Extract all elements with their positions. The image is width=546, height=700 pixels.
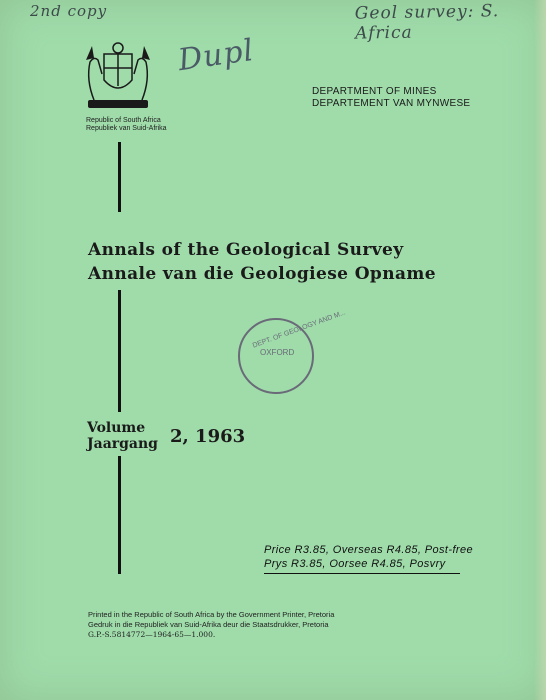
department-english: DEPARTMENT OF MINES	[312, 86, 437, 97]
price-underline	[264, 573, 460, 574]
stamp-center-text: OXFORD	[260, 348, 295, 357]
price-afrikaans: Prys R3.85, Oorsee R4.85, Posvry	[264, 558, 446, 570]
volume-label-english: Volume	[87, 420, 146, 436]
handwritten-note-catalog: Geol survey: S. Africa	[354, 1, 500, 44]
coat-of-arms-icon	[72, 40, 164, 112]
imprint-afrikaans: Gedruk in die Republiek van Suid-Afrika deur die Staatsdrukker, Pretoria	[88, 620, 329, 629]
crest-caption-english: Republic of South Africa	[86, 117, 161, 124]
vertical-rule	[118, 456, 121, 574]
department-afrikaans: DEPARTEMENT VAN MYNWESE	[312, 98, 471, 109]
price-english: Price R3.85, Overseas R4.85, Post-free	[264, 544, 474, 556]
imprint-english: Printed in the Republic of South Africa by the Government Printer, Pretoria	[88, 610, 335, 619]
volume-label-afrikaans: Jaargang	[87, 436, 158, 452]
volume-number: 2, 1963	[170, 426, 246, 447]
handwritten-note-dupl: Dupl	[175, 32, 257, 79]
handwritten-note-copy: 2nd copy	[30, 2, 108, 20]
library-stamp	[238, 309, 347, 394]
vertical-rule	[118, 290, 121, 412]
stamp-ring-text: DEPT. OF GEOLOGY AND M...	[251, 309, 347, 350]
vertical-rule	[118, 142, 121, 212]
title-english: Annals of the Geological Survey	[88, 240, 404, 260]
title-afrikaans: Annale van die Geologiese Opname	[88, 264, 436, 284]
crest-caption-afrikaans: Republiek van Suid-Afrika	[86, 125, 167, 132]
print-code: G.P.-S.5814772—1964-65—1.000.	[88, 630, 216, 639]
